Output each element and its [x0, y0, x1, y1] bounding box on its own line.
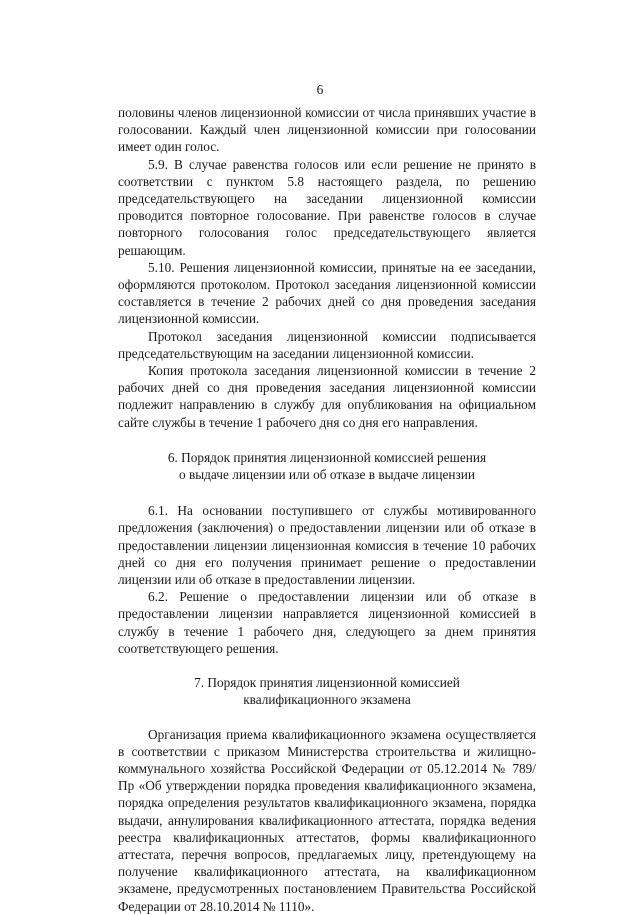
paragraph-protocol-signing: Протокол заседания лицензионной комиссии подписывается председательствующим на заседании лицензионной комиссии. [118, 328, 536, 361]
paragraph-6-1: 6.1. На основании поступившего от службы мотивированного предложения (заключения) о предоставлении лицензии или об отказе в предоставлении лицензии лицензионная комиссия в течение 10 рабочих дней со дня его получения принимает решение о предоставлении лицензии или об отказе в предоставлении лицензии. [118, 503, 536, 588]
section-6-heading-line2: о выдаче лицензии или об отказе в выдаче лицензии [178, 467, 475, 483]
paragraph-protocol-copy: Копия протокола заседания лицензионной комиссии в течение 2 рабочих дней со дня проведения заседания лицензионной комиссии подлежит направлению в службу для опубликования на официальном сайте службы в течение 1 рабочего дня со дня его направления. [118, 363, 536, 430]
section-7-heading-line1: 7. Порядок принятия лицензионной комиссией [194, 675, 460, 691]
paragraph-continuation: половины членов лицензионной комиссии от числа принявших участие в голосовании. Каждый член лицензионной комиссии при голосовании имеет один голос. [118, 105, 536, 155]
paragraph-6-2: 6.2. Решение о предоставлении лицензии или об отказе в предоставлении лицензии направляется лицензионной комиссией в службу в течение 1 рабочего дня, следующего за днем принятия соответствующего решения. [118, 589, 536, 656]
section-6-heading [118, 449, 536, 483]
paragraph-exam-organization: Организация приема квалификационного экзамена осуществляется в соответствии с приказом Министерства строительства и жилищно-коммунального хозяйства Российской Федерации от 05.12.2014 № 789/Пр «Об утверждении порядка проведения квалификационного экзамена, порядка определения результатов квалификационного экзамена, порядка выдачи, аннулирования квалификационного аттестата, порядка ведения реестра квалификационных аттестатов, формы квалификационного аттестата, перечня вопросов, предлагаемых лицу, претендующему на получение квалификационного аттестата, на квалификационном экзамене, предусмотренных постановлением Правительства Российской Федерации от 28.10.2014 № 1110». [118, 726, 536, 914]
page-number: 6 [316, 82, 324, 97]
paragraph-5-9: 5.9. В случае равенства голосов или если решение не принято в соответствии с пунктом 5.8 настоящего раздела, по решению председательствующего на заседании лицензионной комиссии проводится повторное голосование. При равенстве голосов в случае повторного голосования голос председательствующего является решающим. [118, 156, 536, 258]
section-6-heading-line1: 6. Порядок принятия лицензионной комиссией решения [167, 449, 487, 465]
section-7-heading-line2: квалификационного экзамена [243, 692, 411, 708]
paragraph-5-10: 5.10. Решения лицензионной комиссии, принятые на ее заседании, оформляются протоколом. Протокол заседания лицензионной комиссии составляется в течение 2 рабочих дней со дня проведения заседания лицензионной комиссии. [118, 259, 536, 327]
section-7-heading [118, 674, 536, 708]
document-body [118, 104, 536, 915]
